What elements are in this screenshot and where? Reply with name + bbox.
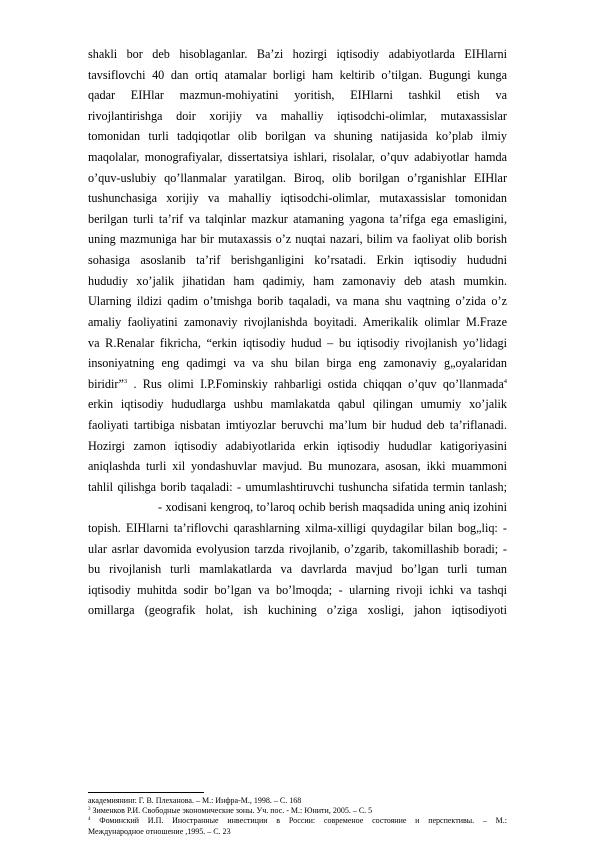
footnote-text: Зименков Р.И. Свободные экономические зоны. Уч. пос. - М.: Юнити, 2005. – С. 5 (90, 806, 373, 816)
text-line: amaliy faoliyatini zamonaviy rivojlanishda boyitadi. Amerikalik olimlar M.Fraze (88, 314, 507, 329)
text-line: berilgan turli ta’rif va talqinlar mazkur atamaning yagona ta’rifga ega emasligini, (88, 211, 507, 226)
text-line: shakli bor deb hisoblaganlar. Ba’zi hozirgi iqtisodiy adabiyotlarda EIHlarni (88, 47, 507, 61)
text-line: hududiy xo’jalik jihatidan ham qadimiy, ham zamonaviy deb atash mumkin. (88, 273, 507, 288)
text-line: ular asrlar davomida evolyusion tarzda rivojlanib, o’zgarib, takomillashib boradi; - (88, 541, 507, 556)
text-line: uning mazmuniga har bir mutaxassis o’z nuqtai nazari, bilim va faoliyat olib borish (88, 232, 507, 247)
text-line: o’quv-uslubiy qo’llanmalar yaratilgan. Biroq, olib borilgan o’rganishlar EIHlar (88, 170, 507, 185)
footnote-ref-3[interactable]: 3 (123, 377, 128, 385)
footnote-number: 4 (88, 817, 91, 823)
text-line: tushunchasiga xorijiy va mahalliy iqtisodchi-olimlar, mutaxassislar tomonidan (88, 191, 507, 206)
text-line: faoliyati tartibiga nisbatan imtiyozlar beruvchi ma’lum bir hudud deb ta’riflanadi. (88, 417, 507, 432)
text-line: tomonidan turli tadqiqotlar olib borilgan va shuning natijasida ko’plab ilmiy (88, 129, 507, 144)
text-line: tavsiflovchi 40 dan ortiq atamalar borligi ham keltirib o’tilgan. Bugungi kunga (88, 67, 507, 82)
text-line: rivojlantirishga doir xorijiy va mahalliy iqtisodchi-olimlar, mutaxassislar (88, 108, 507, 123)
text-line: bu rivojlanish turli mamlakatlarda va davrlarda mavjud bo’lgan turli tuman (88, 562, 507, 577)
text-line: qadar EIHlar mazmun-mohiyatini yoritish, EIHlarni tashkil etish va (88, 88, 507, 103)
footnote-ref-4[interactable]: 4 (503, 377, 507, 385)
footnote-separator (88, 792, 204, 793)
text-line: tahlil qilishga borib taqaladi: - umumlashtiruvchi tushuncha sifatida termin tanlash; (88, 479, 507, 494)
footnote-line: академиянинг. Г. В. Плеханова. – М.: Инфра-М., 1998. – С. 168 (88, 796, 302, 805)
text-line: aniqlashda turli xil yondashuvlar mavjud. Bu munozara, asosan, ikki muammoni (88, 459, 507, 474)
text-line: omillarga (geografik holat, ish kuchining o’ziga xosligi, jahon iqtisodiyoti (88, 603, 507, 618)
text-line (88, 374, 507, 395)
text-line: Ularning ildizi qadim o’tmishga borib taqaladi, va mana shu vaqtning o’zida o’z (88, 294, 507, 309)
footnotes (88, 796, 507, 837)
footnote-3 (88, 806, 507, 816)
text-fragment: biridir” (88, 376, 124, 391)
footnote-4 (88, 816, 507, 826)
text-line: maqolalar, monografiyalar, dissertatsiya ishlari, risolalar, o’quv adabiyotlar hamda (88, 150, 507, 165)
text-line: topish. EIHlarni ta’riflovchi qarashlarning xilma-xilligi quydagilar bilan bog„liq: - (88, 521, 507, 536)
text-fragment: . Rus olimi I.P.Fominskiy rahbarligi ostida chiqqan o’quv qo’llanmada (133, 376, 504, 391)
text-line: va R.Renalar fikricha, “erkin iqtisodiy hudud – bu iqtisodiy rivojlanish yo’lidagi (88, 335, 507, 350)
text-line: sohasiga asoslanib ta’rif berishganligini ko’rsatadi. Erkin iqtisodiy hududni (88, 253, 507, 268)
footnote-line: Международное отношение ,1995. – С. 23 (88, 826, 231, 836)
text-line: insoniyatning eng qadimgi va va shu bilan birga eng zamonaviy g„oyalaridan (88, 356, 507, 371)
body-text (88, 44, 507, 621)
text-line: erkin iqtisodiy hududlarga ushbu mamlakatda qabul qilingan umumiy xo’jalik (88, 397, 507, 412)
text-line: iqtisodiy muhitda sodir bo’lgan va bo’lmoqda; - ularning rivoji ichki va tashqi (88, 582, 507, 597)
footnote-number: 3 (88, 807, 91, 813)
footnote-text: Фоминский И.П. Иностранные инвестиции в России: современое состояние и перспективы. – М.: (90, 816, 507, 826)
text-line: Hozirgi zamon iqtisodiy adabiyotlarida erkin iqtisodiy hududlar katigoriyasini (88, 438, 507, 453)
text-line: - xodisani kengroq, to’laroq ochib berish maqsadida uning aniq izohini (158, 500, 507, 515)
